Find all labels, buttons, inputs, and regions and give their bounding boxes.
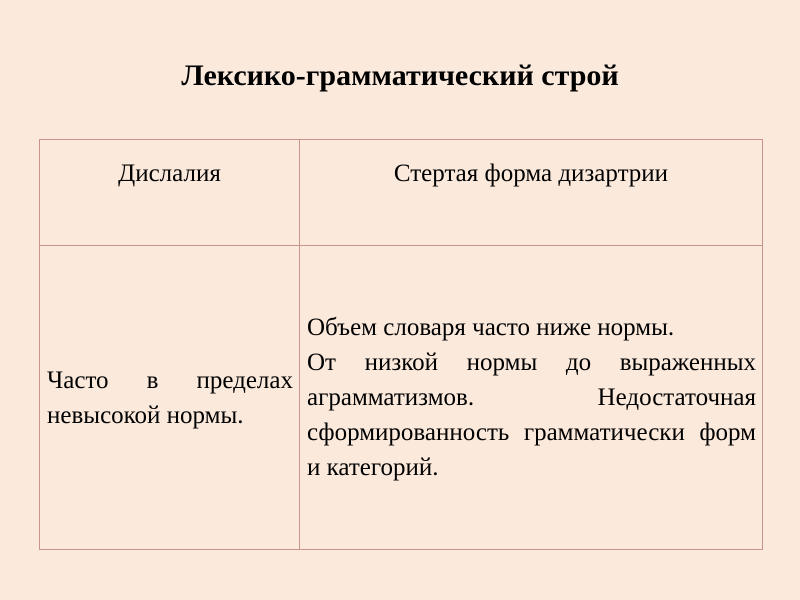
cell-dyslalia-text: Часто в пределах невысокой нормы.	[47, 366, 293, 429]
cell-dysarthria-paragraph-1: Объем словаря часто ниже нормы.	[307, 314, 675, 341]
header-dysarthria: Стертая форма дизартрии	[300, 140, 763, 246]
table-row	[40, 246, 763, 550]
cell-dyslalia	[40, 246, 300, 550]
header-dyslalia: Дислалия	[40, 140, 300, 246]
cell-dysarthria-paragraph-2: От низкой нормы до выраженных аграмматизмов. Недостаточная сформированность грамматически форм и категорий.	[307, 349, 756, 481]
slide-title: Лексико-грамматический строй	[181, 59, 619, 92]
table-header-row	[40, 140, 763, 246]
cell-dysarthria	[300, 246, 763, 550]
comparison-table	[39, 139, 763, 550]
